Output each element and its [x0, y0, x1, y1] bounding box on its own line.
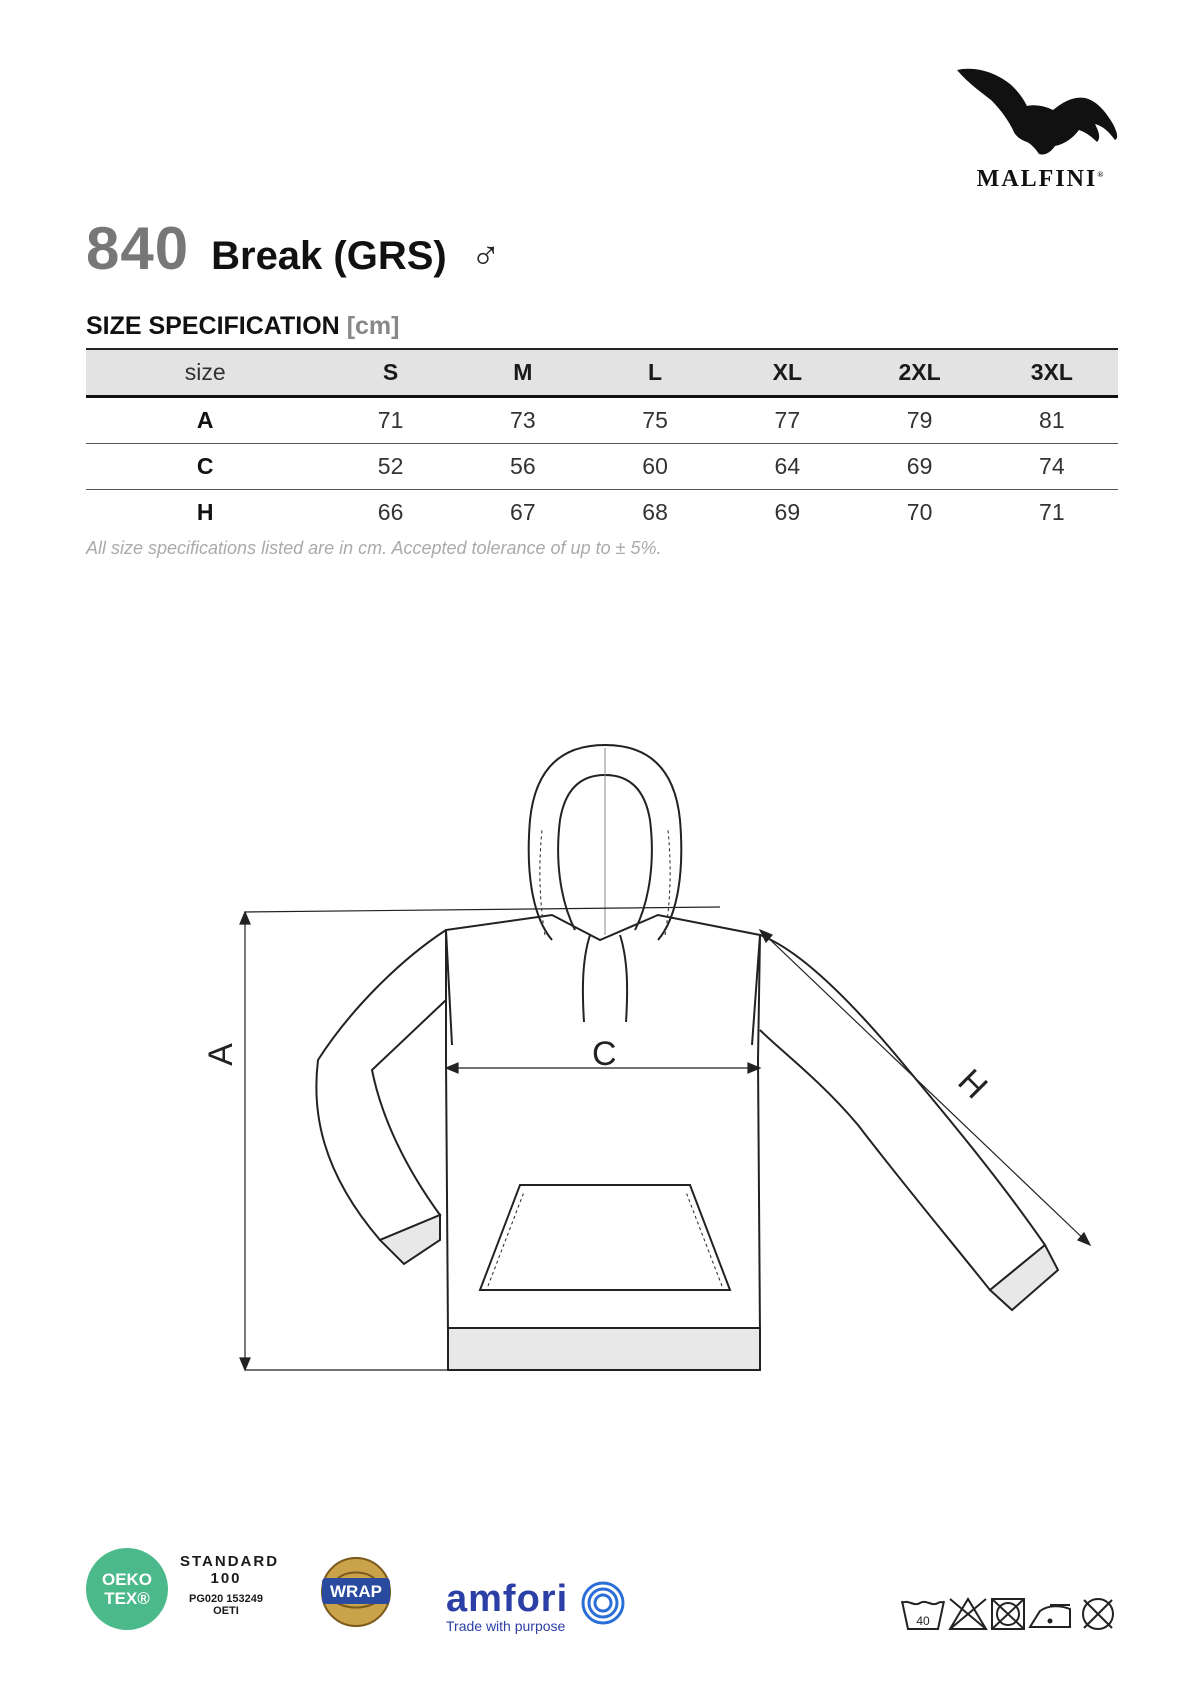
- size-spec-unit: [cm]: [346, 312, 400, 340]
- no-dry-clean-icon: [1083, 1599, 1113, 1629]
- column-header: XL: [721, 349, 853, 397]
- no-bleach-icon: [950, 1599, 986, 1629]
- table-cell: 81: [986, 397, 1118, 444]
- size-spec-heading: SIZE SPECIFICATION [cm]: [86, 312, 400, 340]
- table-cell: 77: [721, 397, 853, 444]
- product-title: [86, 214, 501, 284]
- malfini-logo: [955, 66, 1125, 198]
- table-cell: 68: [642, 499, 668, 525]
- row-label: H: [196, 499, 214, 525]
- amfori-logo: amfori Trade with purpose: [446, 1578, 569, 1634]
- care-symbols: [900, 1595, 1122, 1633]
- table-cell: 70: [906, 499, 933, 525]
- table-cell: 67: [510, 499, 536, 525]
- oeko-tex-details: STANDARD 100 PG020 153249 OETI: [180, 1553, 280, 1617]
- row-label: A: [86, 397, 324, 444]
- column-header: size: [86, 349, 324, 397]
- dimension-label-c: C: [592, 1035, 617, 1073]
- amfori-ring-icon: [580, 1580, 626, 1626]
- table-cell: 73: [457, 397, 589, 444]
- table-cell: 71: [324, 397, 456, 444]
- hoodie-diagram: [0, 700, 1200, 1400]
- wrap-label: WRAP: [330, 1582, 382, 1601]
- svg-text:40: 40: [916, 1614, 930, 1628]
- tolerance-note: All size specifications listed are in cm. Accepted tolerance of up to ± 5%.: [86, 538, 662, 558]
- wash-40-icon: [902, 1601, 944, 1629]
- eagle-icon: [955, 66, 1125, 166]
- column-header: 3XL: [986, 349, 1118, 397]
- brand-name: MALFINI®: [976, 166, 1104, 192]
- iron-icon: [1030, 1605, 1070, 1627]
- table-row: [86, 490, 1118, 536]
- wrap-globe-icon: [306, 1540, 406, 1640]
- table-cell: 66: [377, 499, 404, 525]
- model-number: 840: [86, 215, 190, 282]
- wrap-badge: [306, 1540, 406, 1640]
- table-row: [86, 444, 1118, 490]
- product-name: Break (GRS): [211, 234, 447, 278]
- table-cell: 79: [853, 397, 985, 444]
- size-table: [86, 348, 1118, 535]
- table-cell: 71: [1039, 499, 1065, 525]
- table-cell: 60: [589, 444, 721, 490]
- table-cell: 56: [457, 444, 589, 490]
- table-cell: 64: [721, 444, 853, 490]
- no-tumble-dry-icon: [992, 1599, 1024, 1629]
- row-label: C: [86, 444, 324, 490]
- table-header-row: [86, 349, 1118, 397]
- table-row: [86, 397, 1118, 444]
- table-cell: 75: [589, 397, 721, 444]
- column-header: S: [324, 349, 456, 397]
- column-header: L: [589, 349, 721, 397]
- table-cell: 74: [986, 444, 1118, 490]
- table-cell: 52: [324, 444, 456, 490]
- dimension-label-a: A: [201, 1043, 240, 1066]
- table-cell: 69: [774, 499, 801, 525]
- table-cell: 69: [853, 444, 985, 490]
- oeko-tex-badge: OEKO TEX®: [86, 1548, 168, 1630]
- dimension-label-h: H: [950, 1062, 995, 1107]
- column-header: M: [457, 349, 589, 397]
- column-header: 2XL: [853, 349, 985, 397]
- male-gender-icon: ♂: [470, 234, 501, 278]
